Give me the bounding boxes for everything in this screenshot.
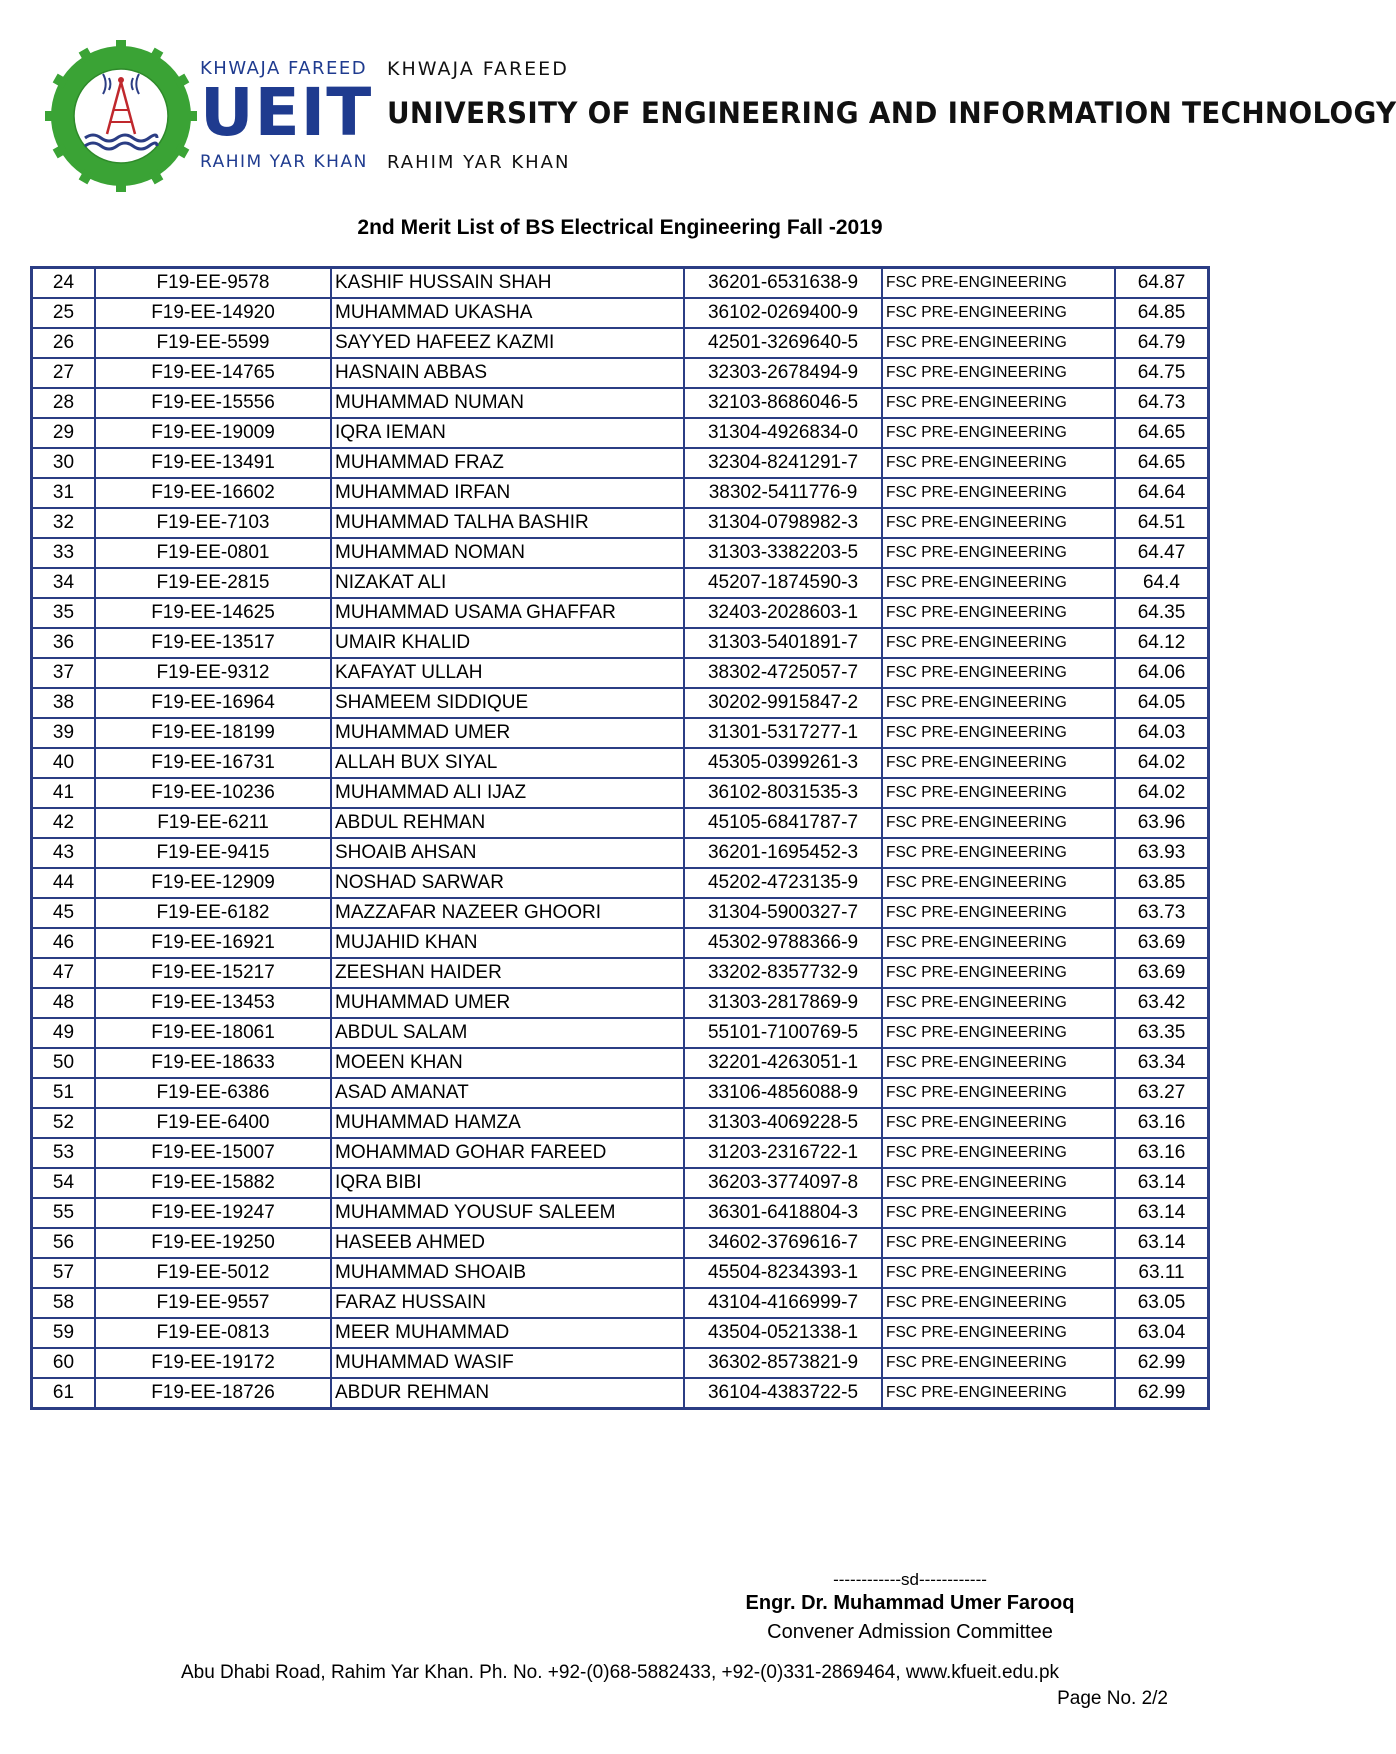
cnic-cell: 36102-0269400-9 [684,298,882,328]
serial-number-cell: 33 [32,538,96,568]
serial-number-cell: 38 [32,688,96,718]
registration-number-cell: F19-EE-14765 [95,358,331,388]
merit-score-cell: 63.34 [1115,1048,1209,1078]
university-name-line3: RAHIM YAR KHAN [387,152,571,173]
cnic-cell: 45207-1874590-3 [684,568,882,598]
serial-number-cell: 40 [32,748,96,778]
serial-number-cell: 54 [32,1168,96,1198]
serial-number-cell: 42 [32,808,96,838]
qualification-cell: FSC PRE-ENGINEERING [882,1078,1115,1108]
cnic-cell: 30202-9915847-2 [684,688,882,718]
merit-score-cell: 64.05 [1115,688,1209,718]
table-row [32,988,1209,1018]
cnic-cell: 31301-5317277-1 [684,718,882,748]
serial-number-cell: 28 [32,388,96,418]
qualification-cell: FSC PRE-ENGINEERING [882,1258,1115,1288]
merit-score-cell: 63.73 [1115,898,1209,928]
merit-score-cell: 64.47 [1115,538,1209,568]
student-name-cell: MAZZAFAR NAZEER GHOORI [331,898,684,928]
qualification-cell: FSC PRE-ENGINEERING [882,388,1115,418]
registration-number-cell: F19-EE-13453 [95,988,331,1018]
cnic-cell: 36201-1695452-3 [684,838,882,868]
qualification-cell: FSC PRE-ENGINEERING [882,508,1115,538]
qualification-cell: FSC PRE-ENGINEERING [882,418,1115,448]
merit-score-cell: 63.16 [1115,1138,1209,1168]
serial-number-cell: 43 [32,838,96,868]
serial-number-cell: 39 [32,718,96,748]
registration-number-cell: F19-EE-0801 [95,538,331,568]
merit-score-cell: 64.35 [1115,598,1209,628]
table-row [32,268,1209,299]
qualification-cell: FSC PRE-ENGINEERING [882,298,1115,328]
table-row [32,298,1209,328]
ueit-wordmark [200,58,373,178]
merit-score-cell: 64.64 [1115,478,1209,508]
serial-number-cell: 49 [32,1018,96,1048]
merit-score-cell: 63.14 [1115,1228,1209,1258]
table-row [32,1318,1209,1348]
qualification-cell: FSC PRE-ENGINEERING [882,868,1115,898]
logo-main-text: UEIT [200,74,373,151]
merit-score-cell: 64.06 [1115,658,1209,688]
qualification-cell: FSC PRE-ENGINEERING [882,898,1115,928]
student-name-cell: MUHAMMAD UMER [331,988,684,1018]
university-name-line1: KHWAJA FAREED [387,58,569,80]
table-row [32,1228,1209,1258]
student-name-cell: MUHAMMAD UMER [331,718,684,748]
cnic-cell: 32304-8241291-7 [684,448,882,478]
merit-score-cell: 63.14 [1115,1168,1209,1198]
cnic-cell: 32303-2678494-9 [684,358,882,388]
cnic-cell: 31303-3382203-5 [684,538,882,568]
student-name-cell: ALLAH BUX SIYAL [331,748,684,778]
merit-score-cell: 62.99 [1115,1348,1209,1378]
table-row [32,1258,1209,1288]
registration-number-cell: F19-EE-16731 [95,748,331,778]
cnic-cell: 32201-4263051-1 [684,1048,882,1078]
table-row [32,748,1209,778]
qualification-cell: FSC PRE-ENGINEERING [882,1378,1115,1409]
table-row [32,1348,1209,1378]
table-row [32,838,1209,868]
signature-mark: ------------sd------------ [833,1570,987,1589]
merit-score-cell: 63.85 [1115,868,1209,898]
cnic-cell: 36102-8031535-3 [684,778,882,808]
table-row [32,1048,1209,1078]
university-name-line2: UNIVERSITY OF ENGINEERING AND INFORMATION TECHNOLOGY [387,96,1396,130]
serial-number-cell: 50 [32,1048,96,1078]
signatory-name: Engr. Dr. Muhammad Umer Farooq [745,1592,1075,1614]
serial-number-cell: 32 [32,508,96,538]
registration-number-cell: F19-EE-6182 [95,898,331,928]
table-row [32,1018,1209,1048]
merit-score-cell: 64.12 [1115,628,1209,658]
student-name-cell: HASEEB AHMED [331,1228,684,1258]
qualification-cell: FSC PRE-ENGINEERING [882,1348,1115,1378]
student-name-cell: HASNAIN ABBAS [331,358,684,388]
registration-number-cell: F19-EE-9557 [95,1288,331,1318]
merit-score-cell: 63.35 [1115,1018,1209,1048]
merit-score-cell: 64.02 [1115,748,1209,778]
merit-score-cell: 64.65 [1115,418,1209,448]
merit-score-cell: 64.85 [1115,298,1209,328]
registration-number-cell: F19-EE-16964 [95,688,331,718]
registration-number-cell: F19-EE-12909 [95,868,331,898]
qualification-cell: FSC PRE-ENGINEERING [882,478,1115,508]
student-name-cell: MUHAMMAD TALHA BASHIR [331,508,684,538]
student-name-cell: MUHAMMAD USAMA GHAFFAR [331,598,684,628]
qualification-cell: FSC PRE-ENGINEERING [882,808,1115,838]
qualification-cell: FSC PRE-ENGINEERING [882,928,1115,958]
qualification-cell: FSC PRE-ENGINEERING [882,958,1115,988]
cnic-cell: 33106-4856088-9 [684,1078,882,1108]
qualification-cell: FSC PRE-ENGINEERING [882,778,1115,808]
cnic-cell: 33202-8357732-9 [684,958,882,988]
student-name-cell: MUHAMMAD ALI IJAZ [331,778,684,808]
student-name-cell: UMAIR KHALID [331,628,684,658]
student-name-cell: MUHAMMAD SHOAIB [331,1258,684,1288]
qualification-cell: FSC PRE-ENGINEERING [882,988,1115,1018]
table-row [32,358,1209,388]
merit-score-cell: 63.14 [1115,1198,1209,1228]
qualification-cell: FSC PRE-ENGINEERING [882,1198,1115,1228]
table-row [32,478,1209,508]
cnic-cell: 36302-8573821-9 [684,1348,882,1378]
qualification-cell: FSC PRE-ENGINEERING [882,598,1115,628]
table-row [32,928,1209,958]
qualification-cell: FSC PRE-ENGINEERING [882,658,1115,688]
logo-top-text: KHWAJA FAREED [200,58,368,79]
student-name-cell: SHOAIB AHSAN [331,838,684,868]
registration-number-cell: F19-EE-6211 [95,808,331,838]
student-name-cell: KASHIF HUSSAIN SHAH [331,268,684,299]
merit-score-cell: 63.69 [1115,958,1209,988]
student-name-cell: MUHAMMAD UKASHA [331,298,684,328]
serial-number-cell: 27 [32,358,96,388]
cnic-cell: 31304-5900327-7 [684,898,882,928]
qualification-cell: FSC PRE-ENGINEERING [882,568,1115,598]
serial-number-cell: 29 [32,418,96,448]
student-name-cell: SAYYED HAFEEZ KAZMI [331,328,684,358]
registration-number-cell: F19-EE-18199 [95,718,331,748]
registration-number-cell: F19-EE-9578 [95,268,331,299]
serial-number-cell: 48 [32,988,96,1018]
registration-number-cell: F19-EE-19247 [95,1198,331,1228]
student-name-cell: ABDUL REHMAN [331,808,684,838]
registration-number-cell: F19-EE-2815 [95,568,331,598]
merit-score-cell: 64.87 [1115,268,1209,299]
registration-number-cell: F19-EE-15882 [95,1168,331,1198]
merit-score-cell: 64.02 [1115,778,1209,808]
student-name-cell: MUHAMMAD FRAZ [331,448,684,478]
cnic-cell: 31203-2316722-1 [684,1138,882,1168]
serial-number-cell: 53 [32,1138,96,1168]
cnic-cell: 31304-0798982-3 [684,508,882,538]
table-row [32,508,1209,538]
registration-number-cell: F19-EE-15556 [95,388,331,418]
student-name-cell: IQRA BIBI [331,1168,684,1198]
student-name-cell: MUHAMMAD YOUSUF SALEEM [331,1198,684,1228]
table-row [32,868,1209,898]
serial-number-cell: 31 [32,478,96,508]
student-name-cell: ABDUL SALAM [331,1018,684,1048]
table-row [32,538,1209,568]
serial-number-cell: 52 [32,1108,96,1138]
student-name-cell: IQRA IEMAN [331,418,684,448]
merit-score-cell: 63.05 [1115,1288,1209,1318]
student-name-cell: MEER MUHAMMAD [331,1318,684,1348]
student-name-cell: MOEEN KHAN [331,1048,684,1078]
registration-number-cell: F19-EE-18061 [95,1018,331,1048]
registration-number-cell: F19-EE-6386 [95,1078,331,1108]
registration-number-cell: F19-EE-16602 [95,478,331,508]
registration-number-cell: F19-EE-5599 [95,328,331,358]
registration-number-cell: F19-EE-14920 [95,298,331,328]
merit-score-cell: 64.79 [1115,328,1209,358]
qualification-cell: FSC PRE-ENGINEERING [882,1318,1115,1348]
qualification-cell: FSC PRE-ENGINEERING [882,1228,1115,1258]
cnic-cell: 38302-5411776-9 [684,478,882,508]
registration-number-cell: F19-EE-16921 [95,928,331,958]
registration-number-cell: F19-EE-19250 [95,1228,331,1258]
student-name-cell: MOHAMMAD GOHAR FAREED [331,1138,684,1168]
table-row [32,688,1209,718]
cnic-cell: 55101-7100769-5 [684,1018,882,1048]
qualification-cell: FSC PRE-ENGINEERING [882,838,1115,868]
cnic-cell: 36201-6531638-9 [684,268,882,299]
qualification-cell: FSC PRE-ENGINEERING [882,628,1115,658]
table-row [32,448,1209,478]
merit-score-cell: 63.16 [1115,1108,1209,1138]
serial-number-cell: 47 [32,958,96,988]
table-row [32,1168,1209,1198]
serial-number-cell: 44 [32,868,96,898]
registration-number-cell: F19-EE-5012 [95,1258,331,1288]
cnic-cell: 45105-6841787-7 [684,808,882,838]
qualification-cell: FSC PRE-ENGINEERING [882,268,1115,299]
page-number: Page No. 2/2 [1057,1688,1168,1709]
cnic-cell: 32103-8686046-5 [684,388,882,418]
qualification-cell: FSC PRE-ENGINEERING [882,538,1115,568]
table-row [32,718,1209,748]
registration-number-cell: F19-EE-10236 [95,778,331,808]
serial-number-cell: 55 [32,1198,96,1228]
cnic-cell: 36104-4383722-5 [684,1378,882,1409]
student-name-cell: MUHAMMAD IRFAN [331,478,684,508]
serial-number-cell: 58 [32,1288,96,1318]
registration-number-cell: F19-EE-7103 [95,508,331,538]
serial-number-cell: 46 [32,928,96,958]
serial-number-cell: 60 [32,1348,96,1378]
registration-number-cell: F19-EE-18726 [95,1378,331,1409]
qualification-cell: FSC PRE-ENGINEERING [882,358,1115,388]
student-name-cell: NOSHAD SARWAR [331,868,684,898]
serial-number-cell: 37 [32,658,96,688]
table-row [32,1138,1209,1168]
serial-number-cell: 45 [32,898,96,928]
merit-score-cell: 63.27 [1115,1078,1209,1108]
serial-number-cell: 41 [32,778,96,808]
registration-number-cell: F19-EE-13491 [95,448,331,478]
serial-number-cell: 56 [32,1228,96,1258]
serial-number-cell: 57 [32,1258,96,1288]
document-title: 2nd Merit List of BS Electrical Engineering Fall -2019 [357,216,883,239]
student-name-cell: MUHAMMAD HAMZA [331,1108,684,1138]
cnic-cell: 31303-4069228-5 [684,1108,882,1138]
cnic-cell: 36203-3774097-8 [684,1168,882,1198]
table-row [32,808,1209,838]
table-row [32,898,1209,928]
table-row [32,598,1209,628]
registration-number-cell: F19-EE-19009 [95,418,331,448]
registration-number-cell: F19-EE-14625 [95,598,331,628]
qualification-cell: FSC PRE-ENGINEERING [882,748,1115,778]
serial-number-cell: 35 [32,598,96,628]
student-name-cell: SHAMEEM SIDDIQUE [331,688,684,718]
merit-list-table [30,266,1210,1410]
merit-score-cell: 64.4 [1115,568,1209,598]
registration-number-cell: F19-EE-6400 [95,1108,331,1138]
serial-number-cell: 24 [32,268,96,299]
cnic-cell: 31303-5401891-7 [684,628,882,658]
student-name-cell: MUJAHID KHAN [331,928,684,958]
student-name-cell: NIZAKAT ALI [331,568,684,598]
registration-number-cell: F19-EE-13517 [95,628,331,658]
qualification-cell: FSC PRE-ENGINEERING [882,1048,1115,1078]
merit-score-cell: 63.69 [1115,928,1209,958]
table-row [32,628,1209,658]
registration-number-cell: F19-EE-9312 [95,658,331,688]
table-row [32,1378,1209,1409]
qualification-cell: FSC PRE-ENGINEERING [882,1288,1115,1318]
merit-score-cell: 64.75 [1115,358,1209,388]
student-name-cell: MUHAMMAD WASIF [331,1348,684,1378]
cnic-cell: 43104-4166999-7 [684,1288,882,1318]
qualification-cell: FSC PRE-ENGINEERING [882,1168,1115,1198]
registration-number-cell: F19-EE-19172 [95,1348,331,1378]
cnic-cell: 43504-0521338-1 [684,1318,882,1348]
registration-number-cell: F19-EE-9415 [95,838,331,868]
cnic-cell: 34602-3769616-7 [684,1228,882,1258]
table-row [32,568,1209,598]
merit-score-cell: 63.93 [1115,838,1209,868]
signatory-role: Convener Admission Committee [767,1621,1053,1643]
cnic-cell: 36301-6418804-3 [684,1198,882,1228]
table-row [32,388,1209,418]
qualification-cell: FSC PRE-ENGINEERING [882,1018,1115,1048]
merit-list-body [32,268,1209,1409]
table-row [32,328,1209,358]
letterhead [45,40,1396,200]
university-seal-logo [45,40,197,192]
registration-number-cell: F19-EE-18633 [95,1048,331,1078]
serial-number-cell: 51 [32,1078,96,1108]
footer-address: Abu Dhabi Road, Rahim Yar Khan. Ph. No. +92-(0)68-5882433, +92-(0)331-2869464, www.kfueit.edu.pk [180,1662,1060,1683]
table-row [32,778,1209,808]
table-row [32,1108,1209,1138]
registration-number-cell: F19-EE-0813 [95,1318,331,1348]
merit-score-cell: 63.04 [1115,1318,1209,1348]
registration-number-cell: F19-EE-15007 [95,1138,331,1168]
table-row [32,658,1209,688]
cnic-cell: 38302-4725057-7 [684,658,882,688]
serial-number-cell: 59 [32,1318,96,1348]
table-row [32,1288,1209,1318]
cnic-cell: 45305-0399261-3 [684,748,882,778]
merit-score-cell: 63.96 [1115,808,1209,838]
student-name-cell: MUHAMMAD NUMAN [331,388,684,418]
table-row [32,418,1209,448]
table-row [32,1078,1209,1108]
student-name-cell: KAFAYAT ULLAH [331,658,684,688]
merit-score-cell: 64.73 [1115,388,1209,418]
serial-number-cell: 30 [32,448,96,478]
table-row [32,1198,1209,1228]
qualification-cell: FSC PRE-ENGINEERING [882,448,1115,478]
serial-number-cell: 36 [32,628,96,658]
merit-score-cell: 64.03 [1115,718,1209,748]
serial-number-cell: 61 [32,1378,96,1409]
qualification-cell: FSC PRE-ENGINEERING [882,688,1115,718]
merit-score-cell: 64.65 [1115,448,1209,478]
university-name-block [387,58,1396,178]
cnic-cell: 31303-2817869-9 [684,988,882,1018]
merit-score-cell: 63.42 [1115,988,1209,1018]
student-name-cell: ASAD AMANAT [331,1078,684,1108]
student-name-cell: FARAZ HUSSAIN [331,1288,684,1318]
serial-number-cell: 34 [32,568,96,598]
logo-bottom-text: RAHIM YAR KHAN [200,152,368,172]
cnic-cell: 45302-9788366-9 [684,928,882,958]
serial-number-cell: 26 [32,328,96,358]
qualification-cell: FSC PRE-ENGINEERING [882,1108,1115,1138]
cnic-cell: 32403-2028603-1 [684,598,882,628]
merit-score-cell: 63.11 [1115,1258,1209,1288]
merit-score-cell: 64.51 [1115,508,1209,538]
student-name-cell: MUHAMMAD NOMAN [331,538,684,568]
cnic-cell: 45202-4723135-9 [684,868,882,898]
serial-number-cell: 25 [32,298,96,328]
student-name-cell: ABDUR REHMAN [331,1378,684,1409]
qualification-cell: FSC PRE-ENGINEERING [882,1138,1115,1168]
qualification-cell: FSC PRE-ENGINEERING [882,328,1115,358]
cnic-cell: 31304-4926834-0 [684,418,882,448]
cnic-cell: 42501-3269640-5 [684,328,882,358]
cnic-cell: 45504-8234393-1 [684,1258,882,1288]
student-name-cell: ZEESHAN HAIDER [331,958,684,988]
table-row [32,958,1209,988]
merit-score-cell: 62.99 [1115,1378,1209,1409]
registration-number-cell: F19-EE-15217 [95,958,331,988]
qualification-cell: FSC PRE-ENGINEERING [882,718,1115,748]
